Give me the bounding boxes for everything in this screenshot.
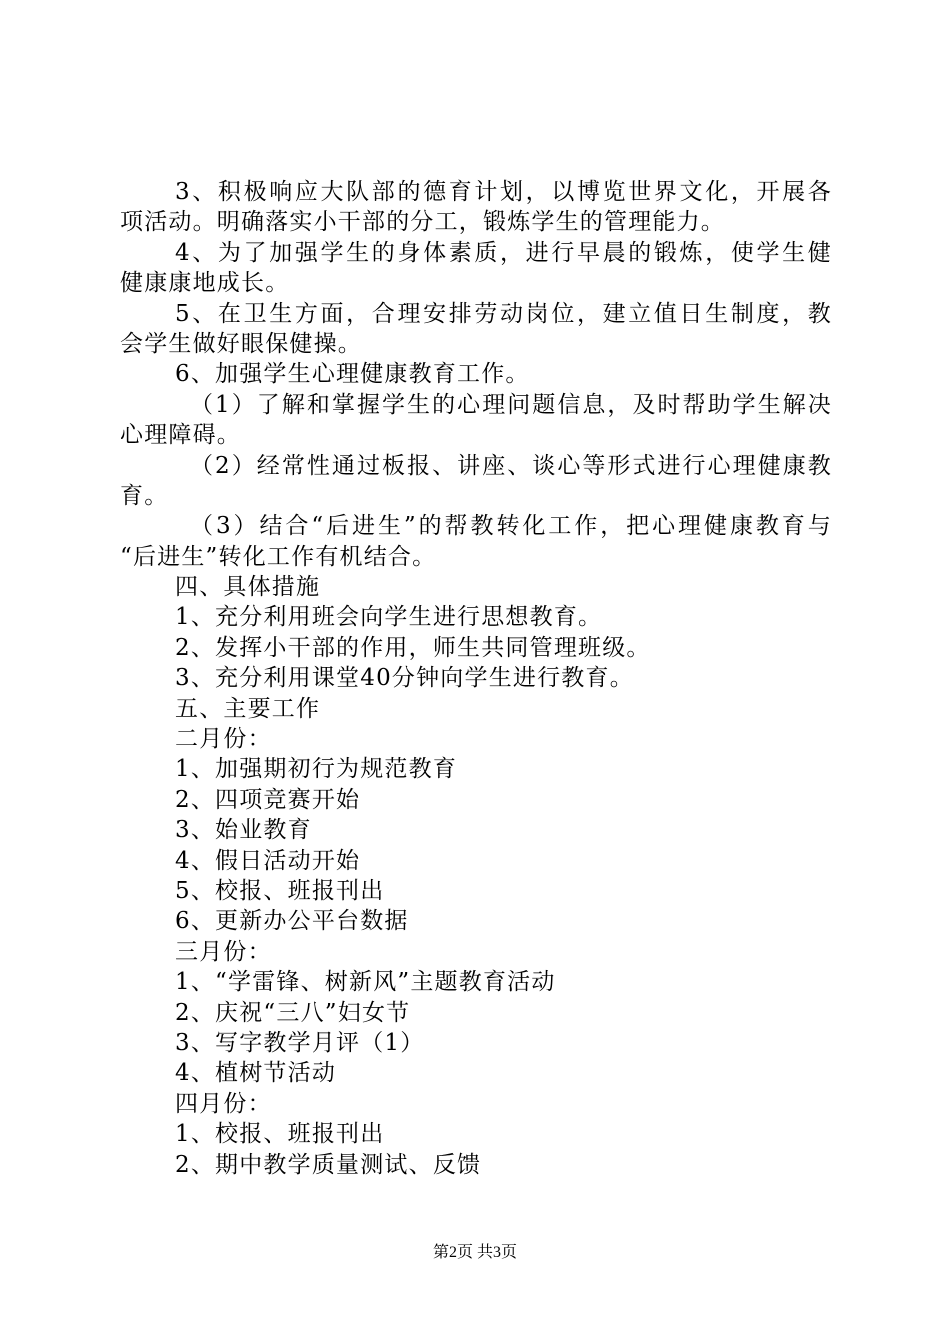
list-item: 6、更新办公平台数据: [175, 908, 409, 935]
list-item: 2、发挥小干部的作用，师生共同管理班级。: [175, 634, 651, 661]
section-heading: 五、主要工作: [175, 695, 321, 722]
list-item: 2、庆祝“三八”妇女节: [175, 999, 411, 1026]
list-item: 1、充分利用班会向学生进行思想教育。: [175, 604, 603, 631]
list-item: 1、加强期初行为规范教育: [175, 756, 458, 783]
paragraph-line: 3、积极响应大队部的德育计划，以博览世界文化，开展各: [175, 179, 832, 205]
paragraph-line: 4、为了加强学生的身体素质，进行早晨的锻炼，使学生健: [175, 239, 832, 266]
list-item: 4、植树节活动: [175, 1060, 337, 1087]
paragraph-line: 项活动。明确落实小干部的分工，锻炼学生的管理能力。: [120, 209, 725, 236]
paragraph-line: （2）经常性通过板报、讲座、谈心等形式进行心理健康教: [190, 452, 832, 479]
list-item: 4、假日活动开始: [175, 847, 361, 874]
month-heading: 三月份：: [175, 938, 272, 965]
list-item: 1、“学雷锋、树新风”主题教育活动: [175, 969, 556, 996]
paragraph-line: 6、加强学生心理健康教育工作。: [175, 361, 530, 388]
paragraph-line: （1）了解和掌握学生的心理问题信息，及时帮助学生解决: [190, 391, 832, 418]
document-body: [120, 177, 832, 1180]
month-heading: 二月份：: [175, 726, 272, 753]
month-heading: 四月份：: [175, 1090, 272, 1117]
list-item: 2、四项竞赛开始: [175, 786, 361, 813]
paragraph-line: 心理障碍。: [120, 422, 241, 449]
paragraph-line: 育。: [120, 482, 169, 509]
page-number-footer: 第2页 共3页: [432, 1244, 517, 1261]
list-item: 1、校报、班报刊出: [175, 1121, 385, 1148]
list-item: 5、校报、班报刊出: [175, 877, 385, 904]
paragraph-line: 健康康地成长。: [120, 270, 290, 297]
paragraph-line: 会学生做好眼保健操。: [120, 330, 362, 357]
list-item: 3、充分利用课堂40分钟向学生进行教育。: [175, 665, 634, 692]
list-item: 3、始业教育: [175, 817, 312, 844]
paragraph-line: （3）结合“后进生”的帮教转化工作，把心理健康教育与: [190, 513, 832, 540]
paragraph-line: 5、在卫生方面，合理安排劳动岗位，建立值日生制度，教: [175, 300, 832, 327]
paragraph-line: “后进生”转化工作有机结合。: [120, 543, 437, 570]
section-heading: 四、具体措施: [175, 574, 321, 601]
list-item: 3、写字教学月评（1）: [175, 1029, 425, 1056]
list-item: 2、期中教学质量测试、反馈: [175, 1151, 482, 1178]
